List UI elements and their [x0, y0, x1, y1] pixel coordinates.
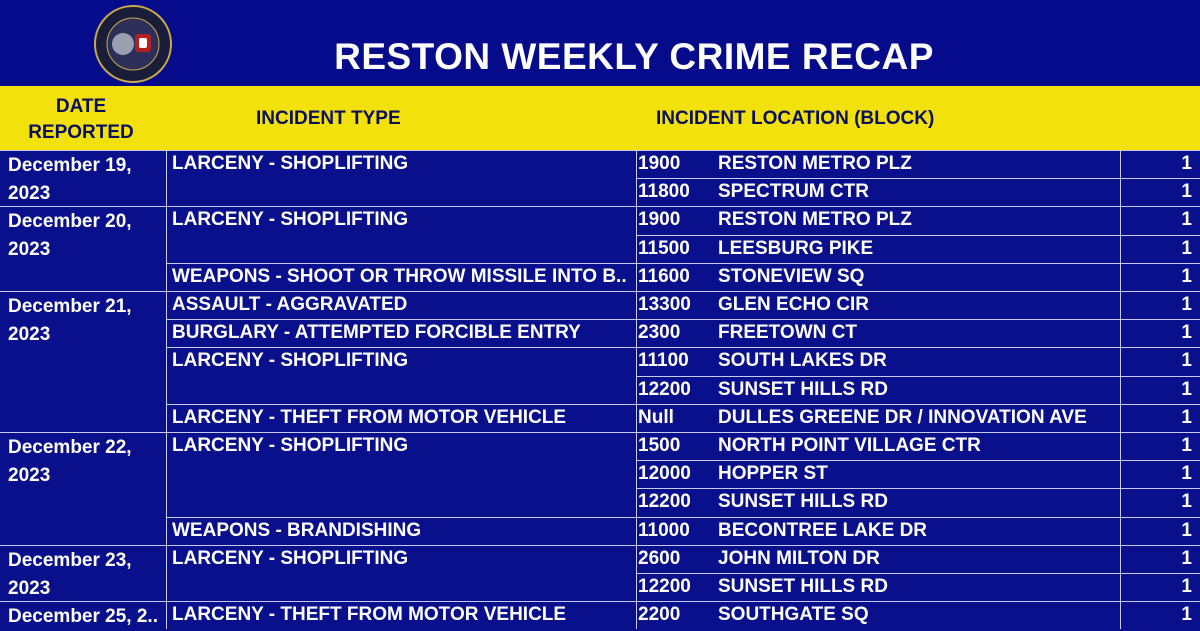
date-reported-cell [8, 547, 168, 603]
date-group-divider [0, 150, 1200, 151]
block-number-cell: 2200 [638, 604, 681, 626]
row-divider [636, 347, 1200, 348]
incident-type-cell: LARCENY - SHOPLIFTING [172, 153, 409, 174]
type-divider [166, 517, 636, 518]
incident-count-cell: 1 [1181, 491, 1192, 513]
row-divider [636, 178, 1200, 179]
street-name-cell: SOUTHGATE SQ [718, 604, 869, 626]
incident-type-cell: LARCENY - THEFT FROM MOTOR VEHICLE [172, 406, 567, 428]
block-number-cell: 1900 [638, 153, 681, 174]
street-name-cell: NORTH POINT VILLAGE CTR [718, 435, 981, 456]
date-reported-cell [8, 603, 168, 631]
table-row [0, 235, 1200, 263]
block-number-cell: 13300 [638, 294, 691, 315]
date-reported-cell [8, 434, 168, 490]
type-divider [166, 404, 636, 405]
incident-count-cell: 1 [1181, 209, 1192, 231]
report-header [0, 0, 1200, 86]
incident-count-cell: 1 [1181, 350, 1192, 372]
street-name-cell: BECONTREE LAKE DR [718, 519, 928, 541]
table-row [0, 150, 1200, 178]
table-row [0, 404, 1200, 432]
table-row [0, 545, 1200, 573]
date-line2: 2023 [8, 239, 51, 261]
table-row [0, 263, 1200, 291]
count-column-separator [1120, 150, 1121, 629]
date-line1: December 22, [8, 437, 132, 458]
column-header-date [0, 94, 162, 146]
street-name-cell: GLEN ECHO CIR [718, 294, 869, 315]
incident-type-cell: WEAPONS - SHOOT OR THROW MISSILE INTO B.. [172, 265, 627, 287]
table-row [0, 488, 1200, 516]
row-divider [636, 517, 1200, 518]
row-divider [636, 319, 1200, 320]
date-reported-cell [8, 208, 168, 264]
block-number-cell: 11600 [638, 265, 690, 287]
date-group-divider [0, 291, 1200, 292]
column-header-band [0, 86, 1200, 150]
column-header-date-line2: REPORTED [28, 122, 134, 143]
incident-count-cell: 1 [1181, 604, 1192, 626]
row-divider [636, 263, 1200, 264]
row-divider [636, 488, 1200, 489]
street-name-cell: STONEVIEW SQ [718, 265, 865, 287]
block-number-cell: Null [638, 406, 674, 428]
block-number-cell: 2300 [638, 322, 681, 344]
incident-count-cell: 1 [1181, 519, 1192, 541]
block-number-cell: 1500 [638, 435, 681, 456]
street-name-cell: SUNSET HILLS RD [718, 576, 888, 597]
column-header-date-line1: DATE [55, 96, 107, 117]
incident-count-cell: 1 [1181, 181, 1192, 203]
date-line2: 2023 [8, 577, 51, 599]
type-divider [166, 319, 636, 320]
incident-count-cell: 1 [1181, 294, 1192, 315]
date-line1: December 21, [8, 296, 132, 317]
date-group-divider [0, 432, 1200, 433]
incident-count-cell: 1 [1181, 378, 1192, 400]
block-number-cell: 11000 [638, 519, 690, 541]
table-row [0, 601, 1200, 629]
incident-type-cell: LARCENY - SHOPLIFTING [172, 435, 409, 456]
street-name-cell: DULLES GREENE DR / INNOVATION AVE [718, 406, 1087, 428]
report-title: RESTON WEEKLY CRIME RECAP [334, 36, 934, 77]
incident-count-cell: 1 [1181, 576, 1192, 597]
date-group-divider [0, 601, 1200, 602]
table-row [0, 206, 1200, 234]
street-name-cell: RESTON METRO PLZ [718, 209, 912, 231]
incident-count-cell: 1 [1181, 153, 1192, 174]
date-group-divider [0, 206, 1200, 207]
date-line2: 2023 [8, 324, 51, 345]
row-divider [636, 376, 1200, 377]
table-row [0, 319, 1200, 347]
table-row [0, 291, 1200, 319]
date-line1: December 25, 2.. [8, 606, 158, 628]
table-row [0, 517, 1200, 545]
street-name-cell: LEESBURG PIKE [718, 237, 874, 259]
date-line2: 2023 [8, 183, 51, 204]
street-name-cell: SOUTH LAKES DR [718, 350, 887, 372]
table-row [0, 376, 1200, 404]
incident-type-cell: ASSAULT - AGGRAVATED [172, 294, 408, 315]
incident-count-cell: 1 [1181, 547, 1192, 569]
block-number-cell: 2600 [638, 547, 681, 569]
street-name-cell: RESTON METRO PLZ [718, 153, 912, 174]
incident-type-cell: LARCENY - SHOPLIFTING [172, 209, 409, 231]
row-divider [636, 404, 1200, 405]
incident-count-cell: 1 [1181, 322, 1192, 344]
block-number-cell: 11100 [638, 350, 689, 372]
row-divider [636, 573, 1200, 574]
date-group-divider [0, 545, 1200, 546]
row-divider [636, 460, 1200, 461]
street-name-cell: FREETOWN CT [718, 322, 857, 344]
block-number-cell: 12200 [638, 491, 691, 513]
column-header-incident-location: INCIDENT LOCATION (BLOCK) [656, 108, 935, 129]
incident-count-cell: 1 [1181, 463, 1192, 485]
incident-type-cell: WEAPONS - BRANDISHING [172, 519, 422, 541]
date-line2: 2023 [8, 465, 51, 486]
type-divider [166, 347, 636, 348]
street-name-cell: JOHN MILTON DR [718, 547, 880, 569]
type-divider [166, 263, 636, 264]
incident-type-cell: LARCENY - SHOPLIFTING [172, 547, 409, 569]
date-column-separator [166, 150, 167, 629]
block-number-cell: 11500 [638, 237, 690, 259]
row-divider [636, 235, 1200, 236]
incident-type-cell: LARCENY - THEFT FROM MOTOR VEHICLE [172, 604, 567, 626]
date-reported-cell [8, 293, 168, 349]
block-number-cell: 12200 [638, 378, 691, 400]
block-number-cell: 1900 [638, 209, 681, 231]
date-reported-cell [8, 152, 168, 208]
street-name-cell: SPECTRUM CTR [718, 181, 869, 203]
block-number-cell: 12200 [638, 576, 691, 597]
block-number-cell: 12000 [638, 463, 691, 485]
street-name-cell: SUNSET HILLS RD [718, 378, 888, 400]
incident-type-cell: LARCENY - SHOPLIFTING [172, 350, 409, 372]
incident-count-cell: 1 [1181, 237, 1192, 259]
table-row [0, 460, 1200, 488]
date-line1: December 23, [8, 549, 132, 571]
date-line1: December 20, [8, 211, 132, 233]
street-name-cell: HOPPER ST [718, 463, 828, 485]
date-line1: December 19, [8, 155, 132, 176]
table-row [0, 178, 1200, 206]
table-row [0, 432, 1200, 460]
table-row [0, 573, 1200, 601]
incident-type-cell: BURGLARY - ATTEMPTED FORCIBLE ENTRY [172, 322, 581, 344]
column-header-incident-type: INCIDENT TYPE [256, 108, 401, 129]
table-row [0, 347, 1200, 375]
incident-count-cell: 1 [1181, 435, 1192, 456]
incident-count-cell: 1 [1181, 265, 1192, 287]
location-column-separator [636, 150, 637, 629]
street-name-cell: SUNSET HILLS RD [718, 491, 888, 513]
incident-count-cell: 1 [1181, 406, 1192, 428]
block-number-cell: 11800 [638, 181, 690, 203]
